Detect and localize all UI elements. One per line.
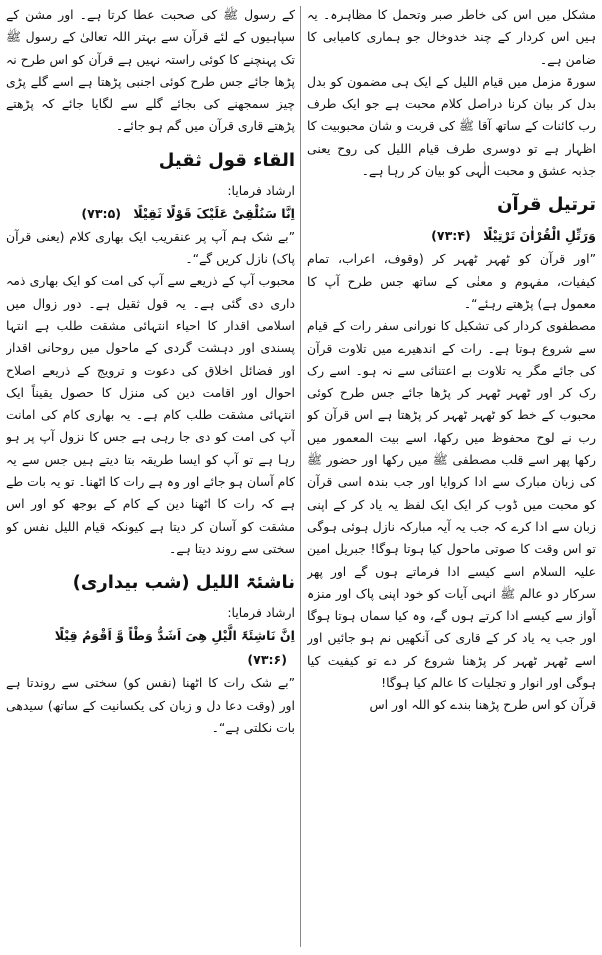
- verse-text: اِنَّ نَاشِئَۃَ الَّیْلِ ھِیَ اَشَدُّ وَطْاً وَّ اَقْوَمُ قِیْلًا: [54, 628, 295, 644]
- verse-reference: (۷۳:۵): [81, 205, 122, 221]
- irshad-label: ارشاد فرمایا:: [227, 605, 295, 621]
- quran-verse: [6, 624, 295, 672]
- paragraph: مصطفوی کردار کی تشکیل کا نورانی سفر رات کے قیام سے شروع ہوتا ہے۔ رات کے اندھیرے میں تلاوت قرآن کی جائے مگر یہ تلاوت بے اعتنائی سے نہ ہو۔ اسے رک رک کر اور ٹھہر ٹھہر کر پڑھا جائے جس طرح کوئی محبوب کے خط کو ٹھہر ٹھہر کر پڑھتا ہے اس قرآن کو رب نے لوح محفوظ میں رکھا، اسے بیت المعمور میں رکھا پھر اسے قلب مصطفی ﷺ میں رکھا اور حضور ﷺ کی زبان مبارک سے ادا کروایا اور جب بندہ اسی قرآن کو محبت میں ڈوب کر ایک ایک لفظ یہ یاد کر کے اپنی زبان سے ادا کرے کہ جب یہ آیہ مبارکہ نازل ہوئی ہوگی تو اس وقت کا صوتی ماحول کیا ہوتا ہوگا! جبریل امین علیہ السلام اسے کیسے ادا فرماتے ہوں گے اور پھر سرکار دو عالم ﷺ انہی آیات کو خود اپنی پاک اور منزہ آواز سے کیسے ادا کرتے ہوں گے، وہ کیا سماں ہوتا ہوگا اور جب یہ یاد کر کے قاری کی آنکھیں نم ہو جائیں اور اسے ٹھہر ٹھہر کر پڑھنا شروع کر دے تو کیفیت کیا ہوگی اور انوار و تجلیات کا عالم کیا ہوگا!: [307, 318, 596, 691]
- paragraph: قرآن کو اس طرح پڑھنا بندے کو اللہ اور اس: [369, 697, 596, 713]
- verse-reference: (۷۳:۴): [431, 228, 471, 244]
- column-divider: [300, 6, 301, 947]
- section-heading-nashiat-ul-lail: ناشئۃ اللیل (شب بیداری): [72, 572, 295, 594]
- quran-verse: [6, 202, 295, 226]
- verse-translation: ”بے شک رات کا اٹھنا (نفس کو) سختی سے روندتا ہے اور (وقت دعا دل و زبان کی یکسانیت کے ساتھ) سیدھی بات نکلتی ہے“۔: [6, 675, 295, 735]
- verse-translation: ”اور قرآن کو ٹھہر ٹھہر کر (وقوف، اعراب، تمام کیفیات، مفہوم و معنٰی کے ساتھ جس طرح آپ کا معمول ہے) پڑھتے رہئے“۔: [307, 251, 596, 311]
- paragraph: مشکل میں اس کی خاطر صبر وتحمل کا مظاہرہ۔ یہ ہیں اس کردار کے چند خدوخال جو ہماری کامیابی کا ضامن ہے۔: [307, 7, 596, 67]
- right-column: [307, 4, 596, 947]
- verse-reference: (۷۳:۶): [247, 652, 287, 668]
- paragraph: محبوب آپ کے ذریعے سے آپ کی امت کو ایک بھاری ذمہ داری دی گئی ہے۔ یہ قول ثقیل ہے۔ دور زوال میں اسلامی اقدار کا احیاء انتہائی مشقت طلب ہے انتہا پسندی اور دہشت گردی کے ماحول میں روحانی اقدار اور فضائل اخلاق کی دعوت و ترویج کے ذریعے اصلاح احوال اور اقامت دین کی منزل کا حصول یقیناً ایک انتہائی مشقت طلب کام ہے۔ یہ بھاری کام کی امانت آپ کی امت کو دی جا رہی ہے جس کا نزول آپ پر ہو رہا ہے تو آپ کو ایسا طریقہ بتا دیتے ہیں جس سے یہ کام آسان ہو جائے اور وہ ہے رات کا اٹھنا۔ تو یہ بات طے ہے کہ رات کا اٹھنا دین کے کام کے بوجھ کو اور اس مشقت کو آسان کر دیتا ہے کیونکہ قیام اللیل نفس کو سختی سے روند دیتا ہے۔: [6, 273, 295, 556]
- paragraph: سورۃ مزمل میں قیام اللیل کے ایک ہی مضمون کو بدل بدل کر بیان کرنا دراصل کلام محبت ہے جو ایک طرف رب کائنات کے ساتھ آقا ﷺ کی قربت و شان محبوبیت کا اظہار ہے تو دوسری طرف قیام اللیل کی روح یعنی جذبہ عشق و محبت الٰہی کو بیان کر رہا ہے۔: [307, 73, 596, 179]
- left-column: [6, 4, 295, 947]
- verse-text: وَرَتِّلِ الْقُرْاٰنَ تَرْتِیْلًا: [483, 228, 596, 244]
- quran-verse: [307, 224, 596, 248]
- verse-translation: ”بے شک ہم آپ پر عنقریب ایک بھاری کلام (یعنی قرآن پاک) نازل کریں گے“۔: [6, 228, 295, 267]
- verse-text: اِنَّا سَنُلْقِیْ عَلَیْکَ قَوْلًا ثَقِیْلًا: [133, 205, 295, 221]
- section-heading-tarteel: ترتیل قرآن: [497, 194, 596, 216]
- paragraph: کے رسول ﷺ کی صحبت عطا کرتا ہے۔ اور مشن کے سپاہیوں کے لئے قرآن سے بہتر اللہ تعالیٰ کے رسول ﷺ تک پہنچنے کا کوئی راستہ نہیں ہے قرآن کو اس طرح نہ پڑھا جائے جس طرح کوئی اجنبی پڑھتا ہے اسے گلے پڑی چیز سمجھنے کی بجائے گلے سے لگایا جائے کہ پڑھتے پڑھتے قاری قرآن میں گم ہو جائے۔: [6, 7, 295, 134]
- section-heading-qaul-saqeel: القاء قول ثقیل: [158, 149, 295, 171]
- irshad-label: ارشاد فرمایا:: [227, 182, 295, 198]
